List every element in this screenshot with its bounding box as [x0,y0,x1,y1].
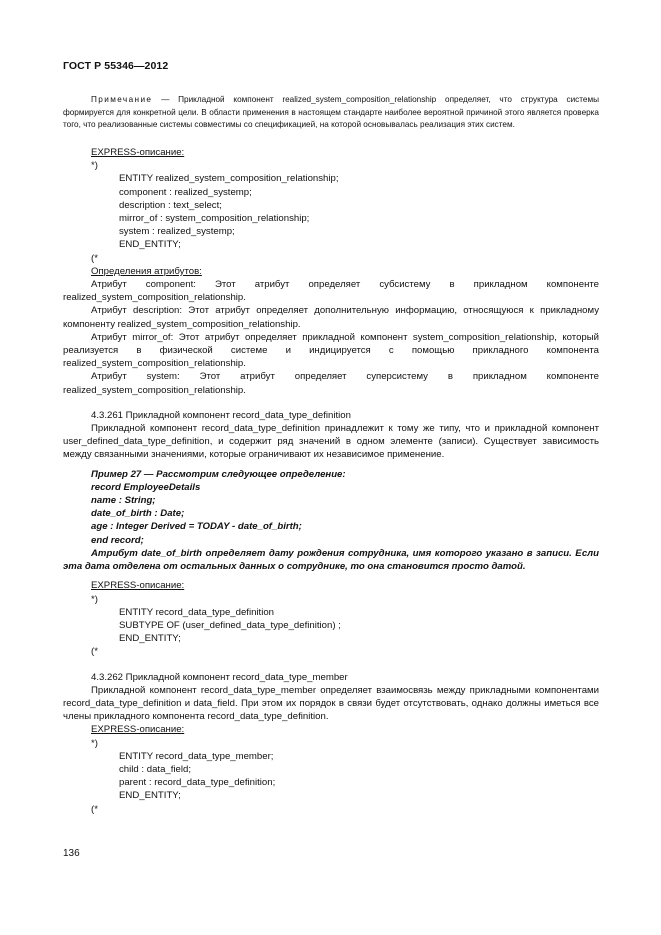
note-text: — Прикладной компонент realized_system_composition_relationship определяет, что структура системы формируется для конкретной цели. В области применения в настоящем стандарте наиболее вероятной причиной этого является проверка того, что реализованные системы совместимы со спецификацией, на которой основывалась реализация этих систем. [63,95,599,130]
code-line: ENTITY record_data_type_member; [119,750,274,762]
section-262-text: Прикладной компонент record_data_type_member определяет взаимосвязь между прикладными компонентами record_data_type_definition и data_field. При этом их порядок в связи будет отсутствовать, однако должны иметься все члены прикладного компонента record_data_type_definition. [63,684,599,723]
code-line: END_ENTITY; [119,790,181,802]
example-line: date_of_birth : Date; [91,508,185,520]
express-label-2: EXPRESS-описание: [91,580,185,592]
code-line: parent : record_data_type_definition; [119,777,276,789]
express-label-1: EXPRESS-описание: [91,147,185,158]
code-line: END_ENTITY; [119,239,181,251]
attribute-definition: Атрибут mirror_of: Этот атрибут определяет прикладной компонент system_composition_relationship, который реализуется в физической системе и индицируется с помощью прикладного компонента realized_system_composition_relationship. [63,331,599,370]
code-close-2: (* [91,646,98,658]
code-line: system : realized_systemp; [119,226,235,238]
example-line: end record; [91,534,144,546]
attribute-definition: Атрибут system: Этот атрибут определяет суперсистему в прикладном компоненте realized_system_composition_relationship. [63,371,599,396]
page-number: 136 [63,848,80,859]
attribute-definition: Атрибут component: Этот атрибут определяет субсистему в прикладном компоненте realized_system_composition_relationship. [63,279,599,304]
note-paragraph [63,94,599,132]
example-line: Пример 27 — Рассмотрим следующее определение: [91,468,346,480]
code-close-1: (* [91,252,98,264]
code-line: mirror_of : system_composition_relationship; [119,213,310,225]
code-open-1: *) [91,160,98,172]
attribute-definition: Атрибут description: Этот атрибут определяет дополнительную информацию, относящуюся к прикладному компоненту realized_system_composition_relationship. [63,305,599,330]
content-flow [63,146,599,816]
code-line: description : text_select; [119,199,222,211]
example-line: name : String; [91,495,156,507]
section-261-heading: 4.3.261 Прикладной компонент record_data_type_definition [91,409,351,421]
attributes-label: Определения атрибутов: [91,265,202,277]
code-line: END_ENTITY; [119,633,181,645]
code-open-2: *) [91,593,98,605]
example-text: Атрибут date_of_birth определяет дату рождения сотрудника, имя которого указано в записи. Если эта дата отделена от остальных данных о сотруднике, то она становится просто датой. [63,547,599,573]
code-line: component : realized_systemp; [119,186,252,198]
example-line: record EmployeeDetails [91,481,201,493]
document-header: ГОСТ Р 55346—2012 [63,60,169,72]
example-line: age : Integer Derived = TODAY - date_of_birth; [91,521,302,533]
code-open-3: *) [91,737,98,749]
code-line: child : data_field; [119,763,191,775]
note-lead: Примечание [91,95,153,104]
code-line: SUBTYPE OF (user_defined_data_type_definition) ; [119,619,341,631]
code-close-3: (* [91,803,98,815]
section-262-heading: 4.3.262 Прикладной компонент record_data_type_member [91,671,348,683]
section-261-text: Прикладной компонент record_data_type_definition принадлежит к тому же типу, что и прикладной компонент user_defined_data_type_definition, и содержит ряд значений в одном элементе (записи). Существует зависимость между связанными значениями, которые ограничивают их независимое применение. [63,423,599,461]
code-line: ENTITY realized_system_composition_relationship; [119,173,339,185]
code-line: ENTITY record_data_type_definition [119,606,275,618]
express-label-3: EXPRESS-описание: [91,724,185,736]
